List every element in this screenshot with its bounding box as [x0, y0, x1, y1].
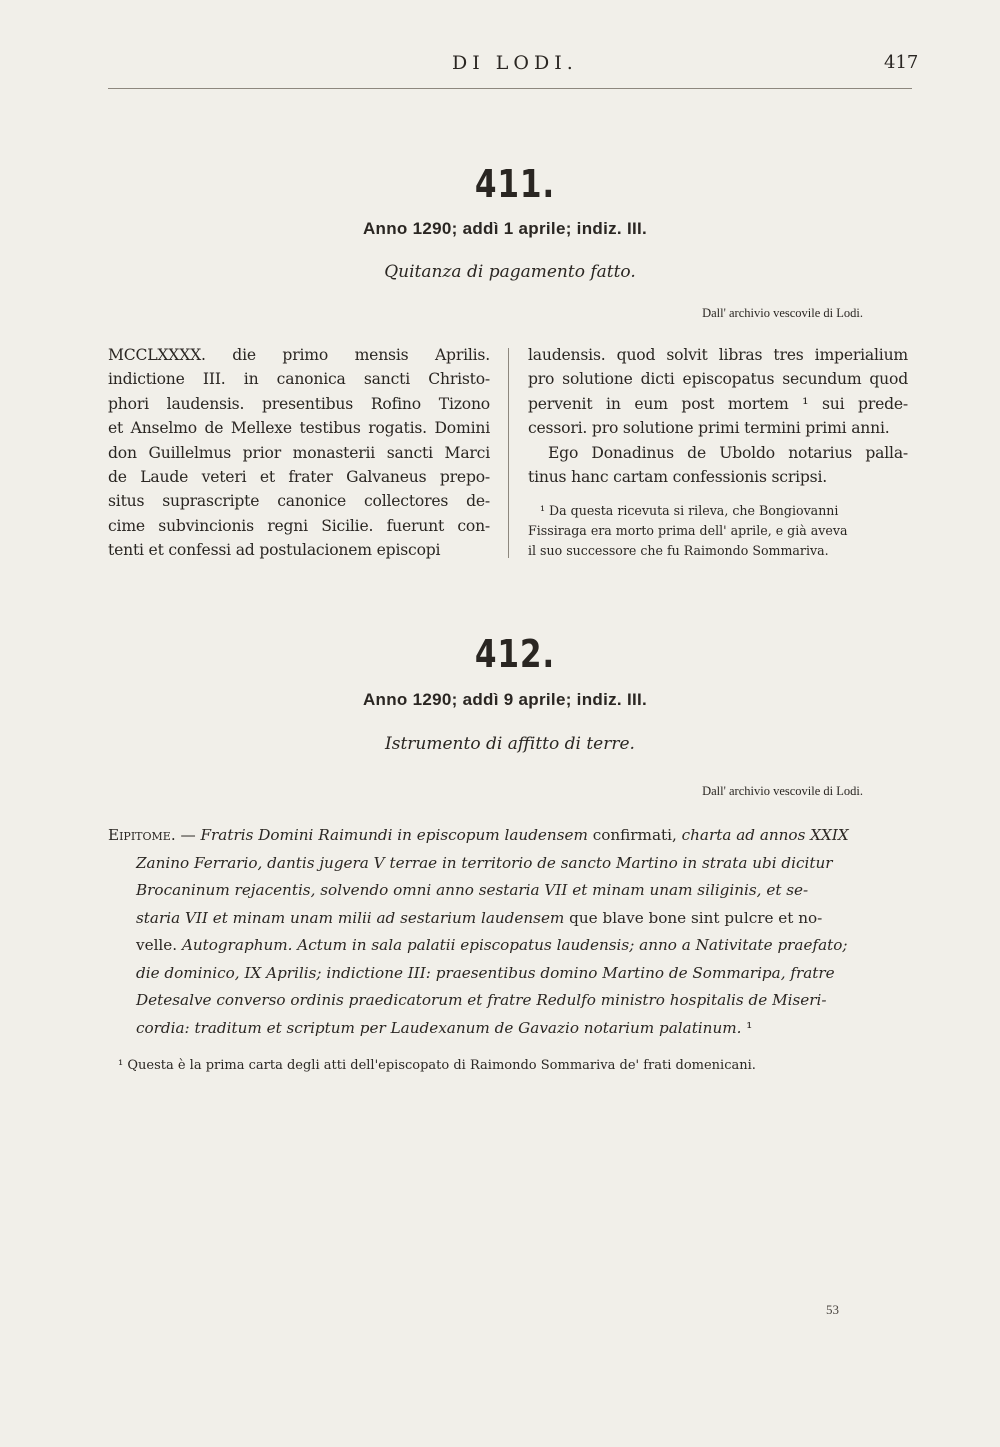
right-column-line: laudensis. quod solvit libras tres imperialium	[528, 346, 908, 364]
epitome-line	[108, 1015, 914, 1043]
doc-411-source: Dall' archivio vescovile di Lodi.	[702, 306, 863, 320]
epitome-line	[108, 960, 914, 988]
epitome-segment: —	[175, 826, 201, 844]
footnote-line: ¹ Da questa ricevuta si rileva, che Bongiovanni	[540, 503, 839, 518]
left-column-line: tenti et confessi ad postulacionem episcopi	[108, 541, 441, 560]
epitome-segment: Brocaninum rejacentis, solvendo omni anno sestaria VII et minam unam siliginis, et se-	[136, 881, 809, 899]
doc-412-date-line: Anno 1290; addì 9 aprile; indiz. III.	[362, 690, 648, 709]
doc-411-number: 411.	[474, 162, 556, 206]
epitome-segment: Detesalve converso ordinis praedicatorum et fratre Redulfo ministro hospitalis de Miseri-	[136, 991, 827, 1009]
epitome-segment: velle.	[136, 936, 182, 954]
footnote-line: il suo successore che fu Raimondo Sommariva.	[528, 543, 829, 558]
epitome-segment: cordia: traditum et scriptum per Laudexanum de Gavazio notarium palatinum.	[136, 1018, 742, 1037]
signature-mark: 53	[826, 1302, 839, 1317]
epitome-label: Eipitome.	[108, 826, 176, 844]
right-column-line: pervenit in eum post mortem ¹ sui prede-	[528, 394, 908, 413]
left-column-line: indictione III. in canonica sancti Christo-	[108, 370, 490, 389]
right-column-line: tinus hanc cartam confessionis scripsi.	[528, 468, 828, 487]
doc-412-number: 412.	[474, 632, 556, 676]
epitome-segment: charta ad annos XXIX	[681, 826, 849, 844]
doc-412-epitome	[108, 822, 914, 1042]
left-column-line: situs suprascripte canonice collectores de-	[108, 492, 490, 511]
doc-411-date-line: Anno 1290; addì 1 aprile; indiz. III.	[362, 219, 648, 238]
page-number: 417	[884, 52, 919, 73]
epitome-segment: staria VII et minam unam milii ad sestarium laudensem	[136, 908, 565, 927]
doc-412-subject: Istrumento di affitto di terre.	[385, 734, 635, 754]
epitome-line	[108, 850, 914, 878]
right-column-line: pro solutione dicti episcopatus secundum quod	[528, 370, 908, 389]
epitome-line	[108, 905, 914, 933]
epitome-segment: die dominico, IX Aprilis; indictione III: praesentibus domino Martino de Sommaripa, fratre	[136, 963, 835, 982]
doc-411-left-column	[108, 343, 490, 563]
doc-412-source: Dall' archivio vescovile di Lodi.	[702, 784, 863, 798]
doc-412-footnote: ¹ Questa è la prima carta degli atti dell'episcopato di Raimondo Sommariva de' frati domenicani.	[118, 1058, 756, 1073]
epitome-line	[108, 822, 914, 850]
doc-411-subject: Quitanza di pagamento fatto.	[384, 262, 636, 282]
epitome-line	[108, 877, 914, 905]
running-header	[0, 52, 1000, 82]
epitome-segment: Fratris Domini Raimundi in episcopum laudensem	[200, 826, 588, 844]
left-column-line: MCCLXXXX. die primo mensis Aprilis.	[108, 346, 490, 364]
left-column-line: de Laude veteri et frater Galvaneus prepo-	[108, 468, 490, 487]
running-title: DI LODI.	[452, 52, 578, 74]
epitome-segment: confirmati,	[587, 826, 682, 844]
left-column-line: don Guillelmus prior monasterii sancti Marci	[108, 443, 490, 462]
epitome-line	[108, 932, 914, 960]
doc-411-right-column	[528, 343, 908, 489]
doc-411-footnote	[528, 501, 910, 561]
left-column-line: phori laudensis. presentibus Rofino Tizono	[108, 394, 490, 413]
header-rule	[108, 88, 912, 89]
footnote-line: Fissiraga era morto prima dell' aprile, e già aveva	[528, 523, 848, 538]
epitome-line	[108, 987, 914, 1015]
column-divider	[508, 348, 509, 558]
right-column-line: Ego Donadinus de Uboldo notarius palla-	[548, 443, 908, 462]
right-column-line: cessori. pro solutione primi termini primi anni.	[528, 419, 890, 438]
epitome-segment: Autographum. Actum in sala palatii episcopatus laudensis; anno a Nativitate praefato;	[181, 936, 848, 954]
left-column-line: et Anselmo de Mellexe testibus rogatis. Domini	[108, 419, 490, 438]
epitome-segment: ¹	[741, 1018, 753, 1037]
left-column-line: cime subvincionis regni Sicilie. fuerunt con-	[108, 516, 490, 535]
epitome-segment: que blave bone sint pulcre et no-	[564, 908, 823, 927]
epitome-segment: Zanino Ferrario, dantis jugera V terrae in territorio de sancto Martino in strata ubi dicitur	[136, 853, 833, 872]
